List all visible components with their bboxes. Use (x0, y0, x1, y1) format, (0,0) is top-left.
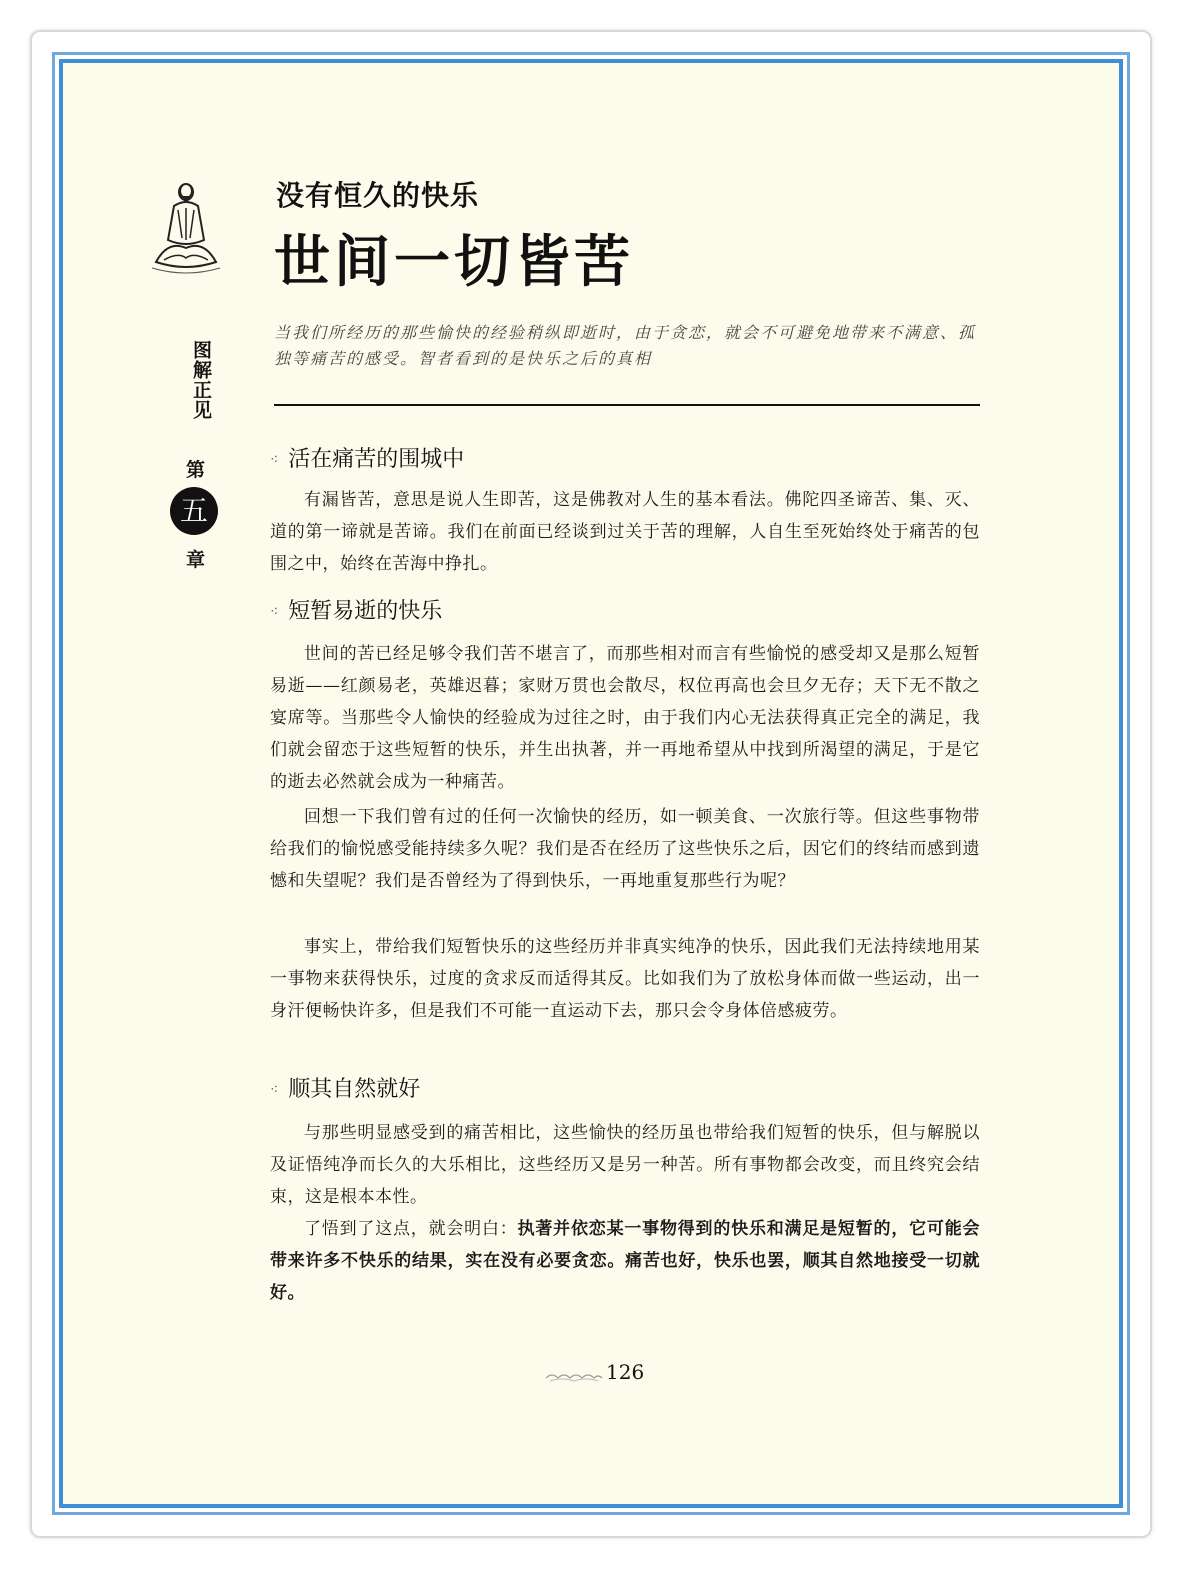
page-footer (544, 1360, 664, 1390)
ornament-mark-icon: ⁖ (270, 1082, 279, 1098)
paragraph: 回想一下我们曾有过的任何一次愉快的经历，如一顿美食、一次旅行等。但这些事物带给我们的愉悦感受能持续多久呢？我们是否在经历了这些快乐之后，因它们的终结而感到遗憾和失望呢？我们是否曾经为了得到快乐，一再地重复那些行为呢？ (270, 807, 980, 891)
section-heading-text: 顺其自然就好 (288, 1077, 421, 1102)
chapter-prefix: 第 (186, 459, 206, 481)
ornament-mark-icon: ⁖ (270, 452, 279, 468)
paragraph: 有漏皆苦，意思是说人生即苦，这是佛教对人生的基本看法。佛陀四圣谛苦、集、灭、道的第一谛就是苦谛。我们在前面已经谈到过关于苦的理解，人自生至死始终处于痛苦的包围之中，始终在苦海中挣扎。 (270, 490, 980, 574)
page-number: 126 (606, 1360, 645, 1384)
paragraph: 事实上，带给我们短暂快乐的这些经历并非真实纯净的快乐，因此我们无法持续地用某一事物来获得快乐，过度的贪求反而适得其反。比如我们为了放松身体而做一些运动，出一身汗便畅快许多，但是我们不可能一直运动下去，那只会令身体倍感疲劳。 (270, 937, 980, 1021)
section-heading (270, 594, 442, 625)
chapter-suffix: 章 (186, 549, 206, 571)
section-heading (270, 1072, 420, 1103)
seated-monk-icon (148, 178, 224, 274)
paragraph: 与那些明显感受到的痛苦相比，这些愉快的经历虽也带给我们短暂的快乐，但与解脱以及证悟纯净而长久的大乐相比，这些经历又是另一种苦。所有事物都会改变，而且终究会结束，这是根本本性。 (270, 1123, 980, 1207)
section-heading (270, 442, 464, 473)
divider (274, 404, 980, 406)
section-heading-text: 活在痛苦的围城中 (288, 447, 465, 472)
closing-emphasis: 执著并依恋某一事物得到的快乐和满足是短暂的，它可能会带来许多不快乐的结果，实在没有必要贪恋。痛苦也好，快乐也罢，顺其自然地接受一切就好。 (270, 1219, 981, 1303)
closing-lead: 了悟到了这点，就会明白： (304, 1219, 518, 1239)
closing-paragraph (270, 1213, 980, 1309)
paragraph: 世间的苦已经足够令我们苦不堪言了，而那些相对而言有些愉悦的感受却又是那么短暂易逝——红颜易老，英雄迟暮；家财万贯也会散尽，权位再高也会旦夕无存；天下无不散之宴席等。当那些令人愉快的经验成为过往之时，由于我们内心无法获得真正完全的满足，我们就会留恋于这些短暂的快乐，并生出执著，并一再地希望从中找到所渴望的满足，于是它的逝去必然就会成为一种痛苦。 (270, 644, 980, 792)
chapter-number-badge: 五 (170, 487, 218, 535)
book-title-vertical: 图解正见 (190, 340, 212, 420)
section-heading-text: 短暂易逝的快乐 (288, 599, 443, 624)
intro-summary: 当我们所经历的那些愉快的经验稍纵即逝时，由于贪恋，就会不可避免地带来不满意、孤独等痛苦的感受。智者看到的是快乐之后的真相 (274, 323, 977, 368)
page-title: 世间一切皆苦 (274, 229, 634, 295)
page-subtitle: 没有恒久的快乐 (276, 179, 480, 212)
cloud-ornament-icon (544, 1370, 604, 1384)
ornament-mark-icon: ⁖ (270, 604, 279, 620)
